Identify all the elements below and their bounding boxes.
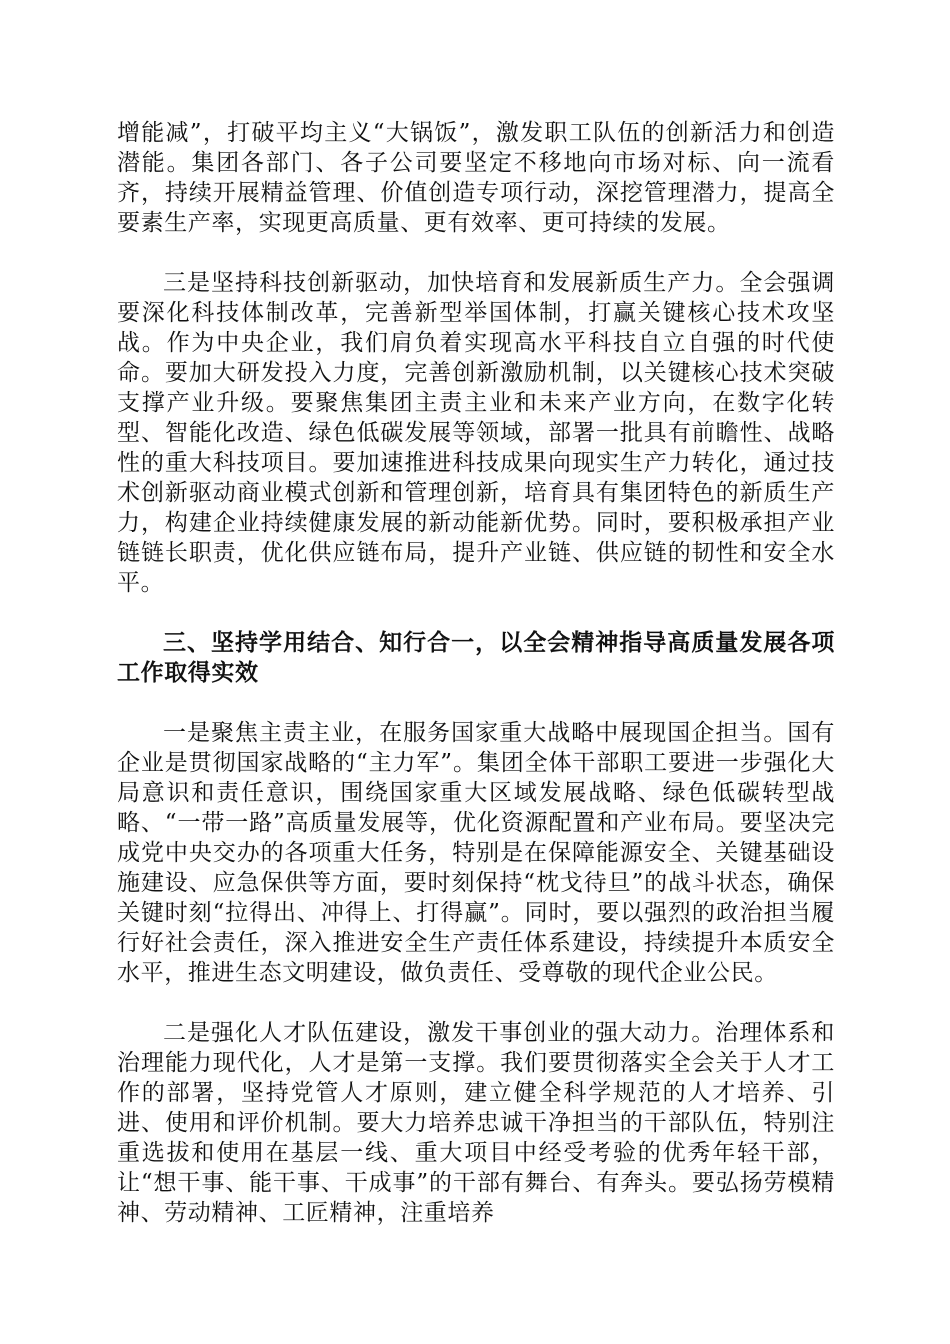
paragraph-talent-building: 二是强化人才队伍建设，激发干事创业的强大动力。治理体系和治理能力现代化，人才是第一支撑。我们要贯彻落实全会关于人才工作的部署，坚持党管人才原则，建立健全科学规范的人才培养、引进、使用和评价机制。要大力培养忠诚干净担当的干部队伍，特别注重选拔和使用在基层一线、重大项目中经受考验的优秀年轻干部，让“想干事、能干事、干成事”的干部有舞台、有奔头。要弘扬劳模精神、劳动精神、工匠精神，注重培养 bbox=[117, 1020, 835, 1226]
document-body bbox=[117, 118, 835, 1258]
paragraph-continuation: 增能减”，打破平均主义“大锅饭”，激发职工队伍的创新活力和创造潜能。集团各部门、各子公司要坚定不移地向市场对标、向一流看齐，持续开展精益管理、价值创造专项行动，深挖管理潜力，提高全要素生产率，实现更高质量、更有效率、更可持续的发展。 bbox=[117, 120, 835, 236]
paragraph-tech-innovation: 三是坚持科技创新驱动，加快培育和发展新质生产力。全会强调要深化科技体制改革，完善新型举国体制，打赢关键核心技术攻坚战。作为中央企业，我们肩负着实现高水平科技自立自强的时代使命。要加大研发投入力度，完善创新激励机制，以关键核心技术突破支撑产业升级。要聚焦集团主责主业和未来产业方向，在数字化转型、智能化改造、绿色低碳发展等领域，部署一批具有前瞻性、战略性的重大科技项目。要加速推进科技成果向现实生产力转化，通过技术创新驱动商业模式创新和管理创新，培育具有集团特色的新质生产力，构建企业持续健康发展的新动能新优势。同时，要积极承担产业链链长职责，优化供应链布局，提升产业链、供应链的韧性和安全水平。 bbox=[117, 270, 835, 596]
section-heading-3: 三、坚持学用结合、知行合一，以全会精神指导高质量发展各项工作取得实效 bbox=[117, 630, 835, 686]
paragraph-core-business: 一是聚焦主责主业，在服务国家重大战略中展现国企担当。国有企业是贯彻国家战略的“主力军”。集团全体干部职工要进一步强化大局意识和责任意识，围绕国家重大区域发展战略、绿色低碳转型战略、“一带一路”高质量发展等，优化资源配置和产业布局。要坚决完成党中央交办的各项重大任务，特别是在保障能源安全、关键基础设施建设、应急保供等方面，要时刻保持“枕戈待旦”的战斗状态，确保关键时刻“拉得出、冲得上、打得赢”。同时，要以强烈的政治担当履行好社会责任，深入推进安全生产责任体系建设，持续提升本质安全水平，推进生态文明建设，做负责任、受尊敬的现代企业公民。 bbox=[117, 720, 835, 986]
